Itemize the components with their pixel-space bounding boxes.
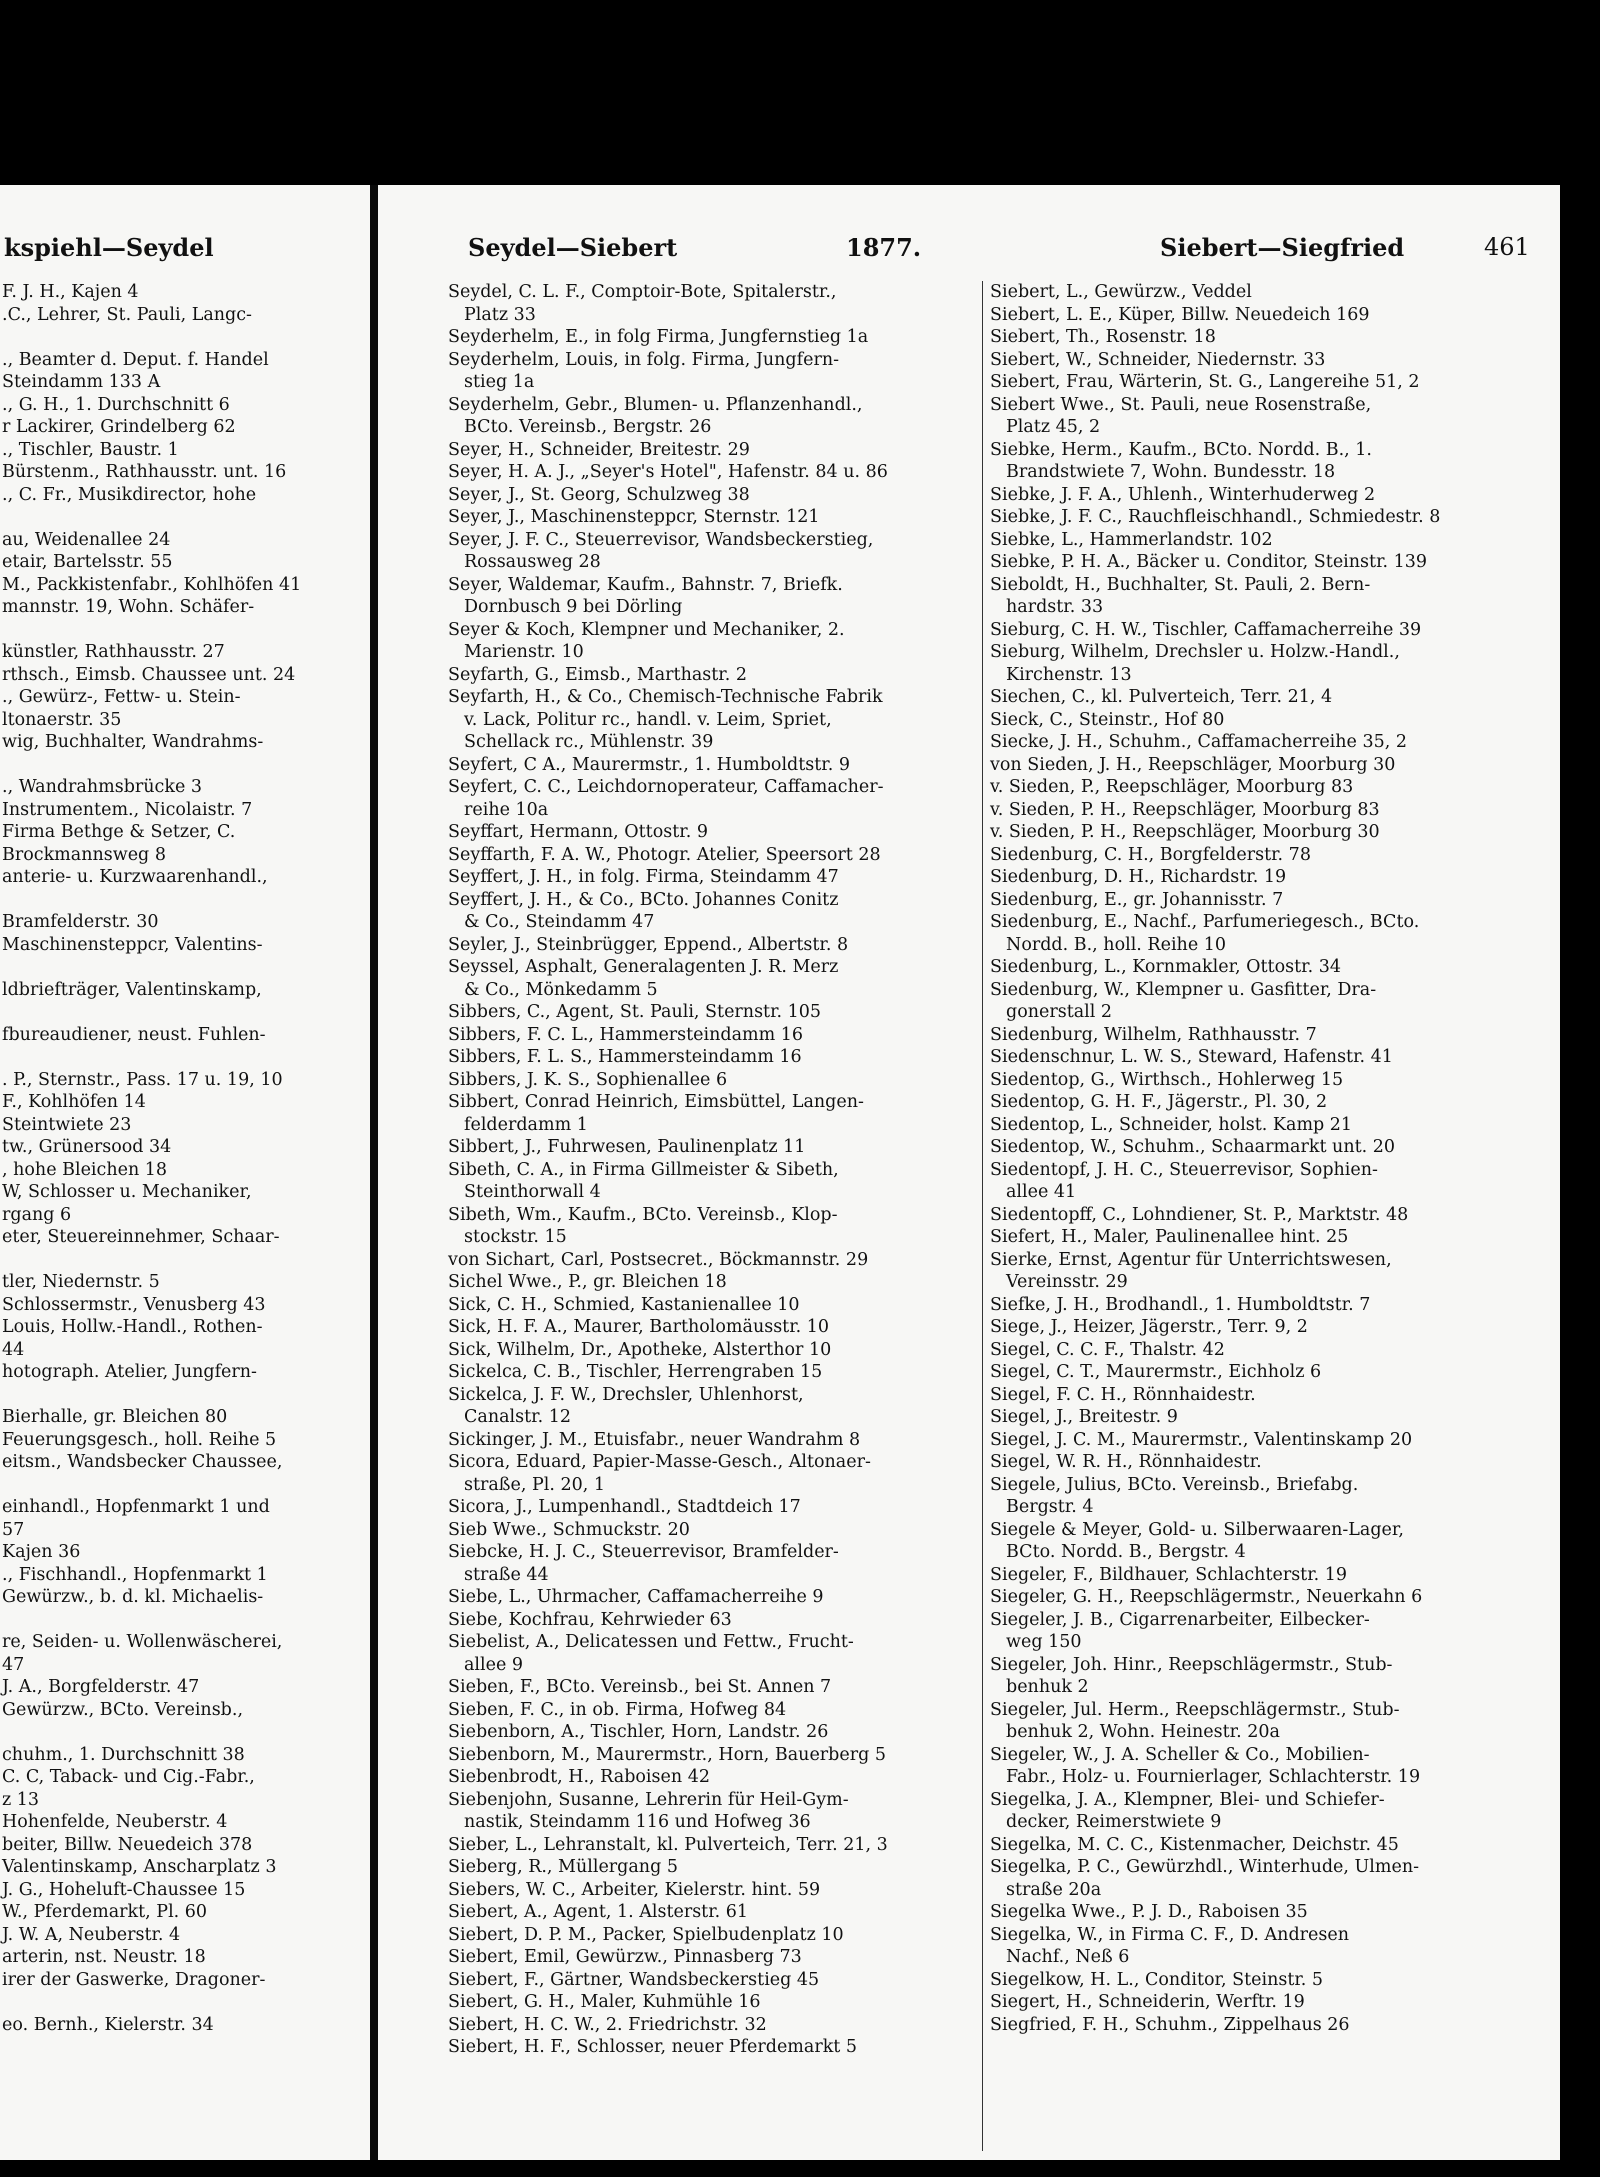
directory-entry-line: Maschinensteppcr, Valentins- [2,934,263,955]
running-header-right: Siebert—Siegfried [1160,233,1405,262]
directory-entry-line: Sibbers, F. C. L., Hammersteindamm 16 [448,1024,804,1045]
directory-entry-line: hardstr. 33 [1006,597,1104,617]
directory-entry-line: v. Sieden, P., Reepschläger, Moorburg 83 [990,777,1354,797]
directory-entry-line: Schellack rc., Mühlenstr. 39 [464,732,714,752]
directory-entry-line: M., Packkistenfabr., Kohlhöfen 41 [2,574,302,595]
directory-entry-line: Siegele & Meyer, Gold- u. Silberwaaren-Lager, [990,1519,1404,1540]
directory-entry-line: wig, Buchhalter, Wandrahms- [2,732,264,752]
directory-entry-line: Seyfert, C. C., Leichdornoperateur, Caffamacher- [448,777,884,797]
directory-entry-line: Seyer, H., Schneider, Breitestr. 29 [448,439,750,460]
directory-entry-line: Siegel, J., Breitestr. 9 [990,1407,1178,1427]
directory-entry-line: Siegelka Wwe., P. J. D., Raboisen 35 [990,1902,1308,1922]
directory-entry-line: Sieben, F., BCto. Vereinsb., bei St. Annen 7 [448,1677,832,1697]
directory-entry-line: Sibbert, J., Fuhrwesen, Paulinenplatz 11 [448,1137,806,1157]
directory-entry-line: Siebenjohn, Susanne, Lehrerin für Heil-Gym- [448,1789,849,1810]
directory-entry-line: Sick, C. H., Schmied, Kastanienallee 10 [448,1294,800,1315]
directory-entry-line: Siebert, D. P. M., Packer, Spielbudenplatz 10 [448,1924,844,1945]
directory-entry-line: Siechen, C., kl. Pulverteich, Terr. 21, 4 [990,687,1333,707]
directory-entry-line: Kajen 36 [2,1542,81,1562]
directory-entry-line: Siedenburg, Wilhelm, Rathhausstr. 7 [990,1024,1317,1045]
directory-entry-line: gonerstall 2 [1006,1002,1113,1022]
directory-entry-line: Seyderhelm, Louis, in folg. Firma, Jungfern- [448,349,839,370]
directory-entry-line: Siegel, F. C. H., Rönnhaidestr. [990,1384,1256,1405]
directory-entry-line: z 13 [2,1789,40,1810]
directory-entry-line: Sieberg, R., Müllergang 5 [448,1857,678,1877]
directory-entry-line: Siegert, H., Schneiderin, Werftr. 19 [990,1992,1305,2012]
directory-entry-line: re, Seiden- u. Wollenwäscherei, [2,1632,283,1652]
directory-entry-line: Siegeler, Joh. Hinr., Reepschlägermstr., Stub- [990,1654,1393,1675]
directory-entry-line: Siedenburg, E., gr. Johannisstr. 7 [990,889,1284,910]
directory-entry-line: Siegeler, J. B., Cigarrenarbeiter, Eilbecker- [990,1609,1370,1630]
directory-entry-line: J. W. A, Neuberstr. 4 [2,1924,181,1945]
directory-entry-line: arterin, nst. Neustr. 18 [2,1947,206,1967]
directory-entry-line: Brandstwiete 7, Wohn. Bundesstr. 18 [1006,462,1336,482]
directory-entry-line: C. C, Taback- und Cig.-Fabr., [2,1767,255,1787]
directory-entry-line: .C., Lehrer, St. Pauli, Langc- [2,304,252,325]
directory-entry-line: Siedenburg, W., Klempner u. Gasfitter, Dra- [990,979,1377,1000]
directory-entry-line: Siebe, L., Uhrmacher, Caffamacherreihe 9 [448,1587,824,1607]
directory-entry-line: Vereinsstr. 29 [1006,1272,1128,1292]
directory-entry-line: Sicora, J., Lumpenhandl., Stadtdeich 17 [448,1497,801,1517]
directory-entry-line: Siedenburg, C. H., Borgfelderstr. 78 [990,844,1311,865]
directory-entry-line: Sibeth, Wm., Kaufm., BCto. Vereinsb., Klop- [448,1204,838,1225]
directory-entry-line: Siebert, A., Agent, 1. Alsterstr. 61 [448,1902,749,1922]
directory-entry-line: Seyer, Waldemar, Kaufm., Bahnstr. 7, Briefk. [448,574,843,595]
book-gutter [370,185,378,2160]
directory-entry-line: & Co., Mönkedamm 5 [464,979,658,1000]
directory-entry-line: Siebert, H. F., Schlosser, neuer Pferdemarkt 5 [448,2037,858,2057]
directory-entry-line: Bierhalle, gr. Bleichen 80 [2,1407,228,1427]
directory-entry-line: Siebert, F., Gärtner, Wandsbeckerstieg 45 [448,1969,820,1990]
directory-entry-line: benhuk 2 [1006,1677,1089,1697]
directory-entry-line: Sibeth, C. A., in Firma Gillmeister & Sibeth, [448,1159,839,1180]
directory-entry-line: Sicora, Eduard, Papier-Masse-Gesch., Altonaer- [448,1452,871,1472]
directory-entry-line: Siebke, Herm., Kaufm., BCto. Nordd. B., 1. [990,439,1372,460]
directory-entry-line: Siedentopf, J. H. C., Steuerrevisor, Sophien- [990,1159,1378,1180]
directory-entry-line: Steindamm 133 A [2,372,161,392]
directory-entry-line: BCto. Vereinsb., Bergstr. 26 [464,417,712,437]
directory-entry-line: ., G. H., 1. Durchschnitt 6 [2,394,230,415]
directory-entry-line: einhandl., Hopfenmarkt 1 und [2,1497,270,1517]
directory-entry-line: Siecke, J. H., Schuhm., Caffamacherreihe 35, 2 [990,732,1407,752]
directory-entry-line: Steinthorwall 4 [464,1182,601,1202]
directory-entry-line: hotograph. Atelier, Jungfern- [2,1362,257,1382]
directory-entry-line: straße, Pl. 20, 1 [464,1474,606,1495]
directory-entry-line: Siebert, G. H., Maler, Kuhmühle 16 [448,1992,761,2012]
directory-entry-line: tler, Niedernstr. 5 [2,1272,160,1292]
directory-entry-line: Seyfarth, H., & Co., Chemisch-Technische Fabrik [448,687,883,707]
directory-entry-line: von Sichart, Carl, Postsecret., Böckmannstr. 29 [448,1249,869,1270]
directory-entry-line: Siege, J., Heizer, Jägerstr., Terr. 9, 2 [990,1317,1308,1337]
directory-entry-line: Siegel, C. T., Maurermstr., Eichholz 6 [990,1362,1322,1382]
directory-entry-line: rgang 6 [2,1204,72,1225]
directory-entry-line: Sichel Wwe., P., gr. Bleichen 18 [448,1272,727,1292]
directory-entry-line: J. G., Hoheluft-Chaussee 15 [2,1879,246,1900]
directory-entry-line: Nordd. B., holl. Reihe 10 [1006,934,1227,955]
directory-entry-line: Seyer, J., Maschinensteppcr, Sternstr. 121 [448,507,820,527]
directory-entry-line: Bramfelderstr. 30 [2,912,159,932]
directory-entry-line: Siedentop, L., Schneider, holst. Kamp 21 [990,1114,1353,1135]
directory-entry-line: Seyfert, C A., Maurermstr., 1. Humboldtstr. 9 [448,754,850,775]
directory-entry-line: 44 [2,1339,25,1360]
directory-entry-line: BCto. Nordd. B., Bergstr. 4 [1006,1542,1246,1562]
directory-entry-line: Valentinskamp, Anscharplatz 3 [2,1857,277,1877]
directory-entry-line: Siedenburg, E., Nachf., Parfumeriegesch., BCto. [990,912,1420,932]
directory-entry-line: Sickelca, C. B., Tischler, Herrengraben 15 [448,1362,823,1382]
directory-entry-line: straße 44 [464,1564,549,1585]
directory-entry-line: Siedentop, G., Wirthsch., Hohlerweg 15 [990,1069,1344,1090]
directory-entry-line: Siedenburg, D. H., Richardstr. 19 [990,867,1287,887]
directory-entry-line: stockstr. 15 [464,1227,567,1247]
directory-entry-line: von Sieden, J. H., Reepschläger, Moorburg 30 [990,754,1396,775]
directory-entry-line: Gewürzw., b. d. kl. Michaelis- [2,1587,264,1607]
directory-entry-line: mannstr. 19, Wohn. Schäfer- [2,597,255,617]
directory-entry-line: Hohenfelde, Neuberstr. 4 [2,1812,228,1832]
directory-entry-line: . P., Sternstr., Pass. 17 u. 19, 10 [2,1069,283,1090]
directory-entry-line: Siebert, Th., Rosenstr. 18 [990,327,1216,347]
directory-entry-line: Siebert, H. C. W., 2. Friedrichstr. 32 [448,2014,767,2035]
running-header-left: Seydel—Siebert [468,233,678,262]
directory-entry-line: Seyderhelm, E., in folg Firma, Jungfernstieg 1a [448,327,869,347]
directory-entry-line: anterie- u. Kurzwaarenhandl., [2,867,268,887]
directory-entry-line: Siebenborn, A., Tischler, Horn, Landstr. 26 [448,1722,829,1742]
directory-entry-line: Seyer, J. F. C., Steuerrevisor, Wandsbeckerstieg, [448,529,874,550]
directory-entry-line: Siefert, H., Maler, Paulinenallee hint. 25 [990,1227,1349,1247]
directory-entry-line: v. Sieden, P. H., Reepschläger, Moorburg 30 [990,822,1380,842]
directory-entry-line: ., Beamter d. Deput. f. Handel [2,349,269,370]
directory-entry-line: Seyderhelm, Gebr., Blumen- u. Pflanzenhandl., [448,394,863,415]
directory-entry-line: Sieboldt, H., Buchhalter, St. Pauli, 2. Bern- [990,574,1371,595]
directory-entry-line: Sieber, L., Lehranstalt, kl. Pulverteich, Terr. 21, 3 [448,1834,888,1855]
directory-entry-line: W., Pferdemarkt, Pl. 60 [2,1902,208,1922]
directory-entry-line: Siebert, Emil, Gewürzw., Pinnasberg 73 [448,1947,802,1967]
directory-entry-line: & Co., Steindamm 47 [464,912,655,932]
directory-entry-line: Seyfarth, G., Eimsb., Marthastr. 2 [448,664,747,685]
directory-entry-line: v. Sieden, P. H., Reepschläger, Moorburg 83 [990,799,1380,820]
directory-entry-line: ., Tischler, Baustr. 1 [2,439,179,460]
directory-entry-line: r Lackirer, Grindelberg 62 [2,417,236,437]
directory-entry-line: fbureaudiener, neust. Fuhlen- [2,1024,266,1045]
directory-entry-line: beiter, Billw. Neuedeich 378 [2,1834,253,1855]
directory-entry-line: , hohe Bleichen 18 [2,1159,168,1180]
directory-entry-line: Siedentop, W., Schuhm., Schaarmarkt unt. 20 [990,1137,1396,1157]
directory-entry-line: ., Gewürz-, Fettw- u. Stein- [2,687,241,707]
directory-entry-line: Siebert, Frau, Wärterin, St. G., Langereihe 51, 2 [990,372,1420,392]
directory-entry-line: Siegel, J. C. M., Maurermstr., Valentinskamp 20 [990,1429,1413,1450]
directory-entry-line: v. Lack, Politur rc., handl. v. Leim, Spriet, [464,709,832,730]
directory-entry-line: Kirchenstr. 13 [1006,664,1132,685]
directory-entry-line: Platz 33 [464,304,536,325]
directory-entry-line: ., Fischhandl., Hopfenmarkt 1 [2,1564,268,1585]
directory-entry-line: Siedenschnur, L. W. S., Steward, Hafenstr. 41 [990,1047,1393,1067]
directory-entry-line: Siegeler, Jul. Herm., Reepschlägermstr., Stub- [990,1699,1400,1720]
directory-entry-line: J. A., Borgfelderstr. 47 [2,1677,200,1697]
directory-entry-line: stieg 1a [464,372,535,392]
directory-entry-line: Siegeler, F., Bildhauer, Schlachterstr. 19 [990,1564,1348,1585]
directory-entry-line: Siedentop, G. H. F., Jägerstr., Pl. 30, 2 [990,1092,1328,1112]
directory-entry-line: reihe 10a [464,799,549,820]
directory-entry-line: Siegele, Julius, BCto. Vereinsb., Briefabg. [990,1474,1359,1495]
directory-entry-line: Sickelca, J. F. W., Drechsler, Uhlenhorst, [448,1384,804,1405]
directory-entry-line: eo. Bernh., Kielerstr. 34 [2,2014,214,2035]
directory-entry-line: ., Wandrahmsbrücke 3 [2,777,203,797]
directory-entry-line: Sierke, Ernst, Agentur für Unterrichtswesen, [990,1249,1392,1270]
directory-entry-line: Sibbers, J. K. S., Sophienallee 6 [448,1069,728,1090]
right-page [378,185,1560,2160]
left-page [0,185,370,2160]
directory-entry-line: F., Kohlhöfen 14 [2,1092,146,1112]
directory-entry-line: Platz 45, 2 [1006,417,1101,437]
directory-entry-line: decker, Reimerstwiete 9 [1006,1812,1222,1832]
running-header-year: 1877. [846,233,922,262]
directory-entry-line: Canalstr. 12 [464,1407,571,1427]
directory-entry-line: Siefke, J. H., Brodhandl., 1. Humboldtstr. 7 [990,1294,1371,1315]
directory-entry-line: eter, Steuereinnehmer, Schaar- [2,1227,280,1247]
directory-entry-line: Siebert, L. E., Küper, Billw. Neuedeich 169 [990,304,1370,325]
directory-entry-line: Siebke, P. H. A., Bäcker u. Conditor, Steinstr. 139 [990,552,1428,572]
directory-entry-line: straße 20a [1006,1879,1102,1900]
directory-entry-line: nastik, Steindamm 116 und Hofweg 36 [464,1812,811,1832]
directory-entry-line: Siebelist, A., Delicatessen und Fettw., Frucht- [448,1632,854,1652]
directory-entry-line: allee 41 [1006,1182,1077,1202]
directory-entry-line: 47 [2,1654,25,1675]
directory-entry-line: Siegelka, P. C., Gewürzhdl., Winterhude, Ulmen- [990,1857,1420,1877]
directory-entry-line: Feuerungsgesch., holl. Reihe 5 [2,1429,277,1450]
left-page-header: kspiehl—Seydel [4,233,214,262]
directory-entry-line: W, Schlosser u. Mechaniker, [2,1182,252,1202]
directory-entry-line: Siebenbrodt, H., Raboisen 42 [448,1767,710,1787]
directory-entry-line: Sick, H. F. A., Maurer, Bartholomäusstr. 10 [448,1317,830,1337]
directory-entry-line: Fabr., Holz- u. Fourniеrlager, Schlachterstr. 19 [1006,1767,1421,1787]
directory-entry-line: chuhm., 1. Durchschnitt 38 [2,1744,245,1765]
directory-entry-line: F. J. H., Kajen 4 [2,282,139,302]
directory-entry-line: Siegelka, J. A., Klempner, Blei- und Schiefer- [990,1789,1385,1810]
directory-entry-line: eitsm., Wandsbecker Chaussee, [2,1452,283,1472]
directory-entry-line: weg 150 [1006,1632,1082,1652]
directory-entry-line: Sibbers, F. L. S., Hammersteindamm 16 [448,1047,802,1067]
directory-entry-line: Sick, Wilhelm, Dr., Apotheke, Alsterthor 10 [448,1339,832,1360]
directory-entry-line: Siebke, J. F. C., Rauchfleischhandl., Schmiedestr. 8 [990,507,1441,527]
directory-entry-line: Siegeler, G. H., Reepschlägermstr., Neuerkahn 6 [990,1587,1423,1607]
directory-entry-line: Siegfried, F. H., Schuhm., Zippelhaus 26 [990,2014,1350,2035]
directory-entry-line: Bergstr. 4 [1006,1497,1094,1517]
directory-entry-line: Siedentopff, C., Lohndiener, St. P., Marktstr. 48 [990,1204,1409,1225]
directory-entry-line: Seyer, H. A. J., „Seyer's Hotel", Hafenstr. 84 u. 86 [448,462,888,482]
directory-entry-line: Seydel, C. L. F., Comptoir-Bote, Spitalerstr., [448,282,837,302]
directory-entry-line: Siegelkow, H. L., Conditor, Steinstr. 5 [990,1969,1324,1990]
directory-entry-line: ldbriefträger, Valentinskamp, [2,979,262,1000]
directory-entry-line: ltonaerstr. 35 [2,709,122,730]
directory-entry-line: Seyffart, Hermann, Ottostr. 9 [448,822,708,842]
directory-entry-line: Dornbusch 9 bei Dörling [464,597,683,617]
directory-entry-line: Sibbers, C., Agent, St. Pauli, Sternstr. 105 [448,1002,822,1022]
directory-entry-line: Seyffert, J. H., & Co., BCto. Johannes Conitz [448,889,839,910]
directory-entry-line: Rossausweg 28 [464,552,601,572]
directory-entry-line: Siegel, W. R. H., Rönnhaidestr. [990,1452,1262,1472]
directory-entry-line: irer der Gaswerke, Dragoner- [2,1969,266,1990]
directory-entry-line: Siebke, L., Hammerlandstr. 102 [990,529,1273,550]
directory-entry-line: felderdamm 1 [464,1114,588,1135]
directory-entry-line: künstler, Rathhausstr. 27 [2,642,225,662]
directory-entry-line: Bürstenm., Rathhausstr. unt. 16 [2,462,287,482]
directory-entry-line: Siegel, C. C. F., Thalstr. 42 [990,1339,1225,1360]
directory-entry-line: Siebert, L., Gewürzw., Veddel [990,282,1252,302]
directory-entry-line: Seyffert, J. H., in folg. Firma, Steindamm 47 [448,867,839,887]
directory-entry-line: Sickinger, J. M., Etuisfabr., neuer Wandrahm 8 [448,1429,861,1450]
directory-entry-line: Siebke, J. F. A., Uhlenh., Winterhuderweg 2 [990,484,1376,505]
directory-entry-line: etair, Bartelsstr. 55 [2,552,173,572]
directory-entry-line: Seyffarth, F. A. W., Photogr. Atelier, Speersort 28 [448,844,881,865]
directory-entry-line: Instrumentem., Nicolaistr. 7 [2,799,253,820]
page-number: 461 [1484,233,1530,261]
directory-entry-line: Siebers, W. C., Arbeiter, Kielerstr. hint. 59 [448,1879,821,1900]
directory-entry-line: Seyer, J., St. Georg, Schulzweg 38 [448,484,750,505]
directory-entry-line: Sibbert, Conrad Heinrich, Eimsbüttel, Langen- [448,1092,864,1112]
directory-entry-line: Siegelka, W., in Firma C. F., D. Andresen [990,1924,1349,1945]
directory-entry-line: Siegelka, M. C. C., Kistenmacher, Deichstr. 45 [990,1834,1399,1855]
directory-entry-line: Siebenborn, M., Maurermstr., Horn, Bauerberg 5 [448,1744,886,1765]
directory-entry-line: Siebcke, H. J. C., Steuerrevisor, Bramfelder- [448,1542,839,1562]
directory-entry-line: Firma Bethge & Setzer, C. [2,822,236,842]
directory-entry-line: 57 [2,1519,25,1540]
directory-entry-line: Brockmannsweg 8 [2,844,166,865]
directory-entry-line: Gewürzw., BCto. Vereinsb., [2,1699,244,1720]
directory-entry-line: Seyer & Koch, Klempner und Mechaniker, 2. [448,619,845,640]
directory-entry-line: Louis, Hollw.-Handl., Rothen- [2,1317,263,1337]
directory-entry-line: Seyler, J., Steinbrügger, Eppend., Albertstr. 8 [448,934,849,955]
directory-entry-line: Sieburg, Wilhelm, Drechsler u. Holzw.-Handl., [990,642,1400,662]
directory-entry-line: Siebert, W., Schneider, Niedernstr. 33 [990,349,1326,370]
directory-entry-line: tw., Grünersood 34 [2,1137,172,1157]
directory-entry-line: Sieb Wwe., Schmuckstr. 20 [448,1519,690,1540]
directory-entry-line: Siedenburg, L., Kornmakler, Ottostr. 34 [990,957,1341,977]
directory-entry-line: rthsch., Eimsb. Chaussee unt. 24 [2,664,296,685]
directory-entry-line: Steintwiete 23 [2,1114,132,1135]
directory-entry-line: Siebe, Kochfrau, Kehrwieder 63 [448,1609,732,1630]
directory-entry-line: Marienstr. 10 [464,642,584,662]
directory-entry-line: Siebert Wwe., St. Pauli, neue Rosenstraße, [990,394,1372,415]
column-divider [982,281,983,2151]
directory-entry-line: au, Weidenallee 24 [2,529,171,550]
directory-entry-line: benhuk 2, Wohn. Heinestr. 20a [1006,1722,1280,1742]
directory-entry-line: ., C. Fr., Musikdirector, hohe [2,484,257,505]
directory-entry-line: Schlossermstr., Venusberg 43 [2,1294,266,1315]
directory-entry-line: Siegeler, W., J. A. Scheller & Co., Mobilien- [990,1744,1370,1765]
directory-entry-line: Seyssel, Asphalt, Generalagenten J. R. Merz [448,957,839,977]
directory-entry-line: allee 9 [464,1654,524,1675]
directory-entry-line: Sieben, F. C., in ob. Firma, Hofweg 84 [448,1699,787,1720]
directory-entry-line: Sieburg, C. H. W., Tischler, Caffamacherreihe 39 [990,619,1422,640]
directory-entry-line: Sieck, C., Steinstr., Hof 80 [990,709,1225,730]
directory-entry-line: Nachf., Neß 6 [1006,1947,1130,1967]
